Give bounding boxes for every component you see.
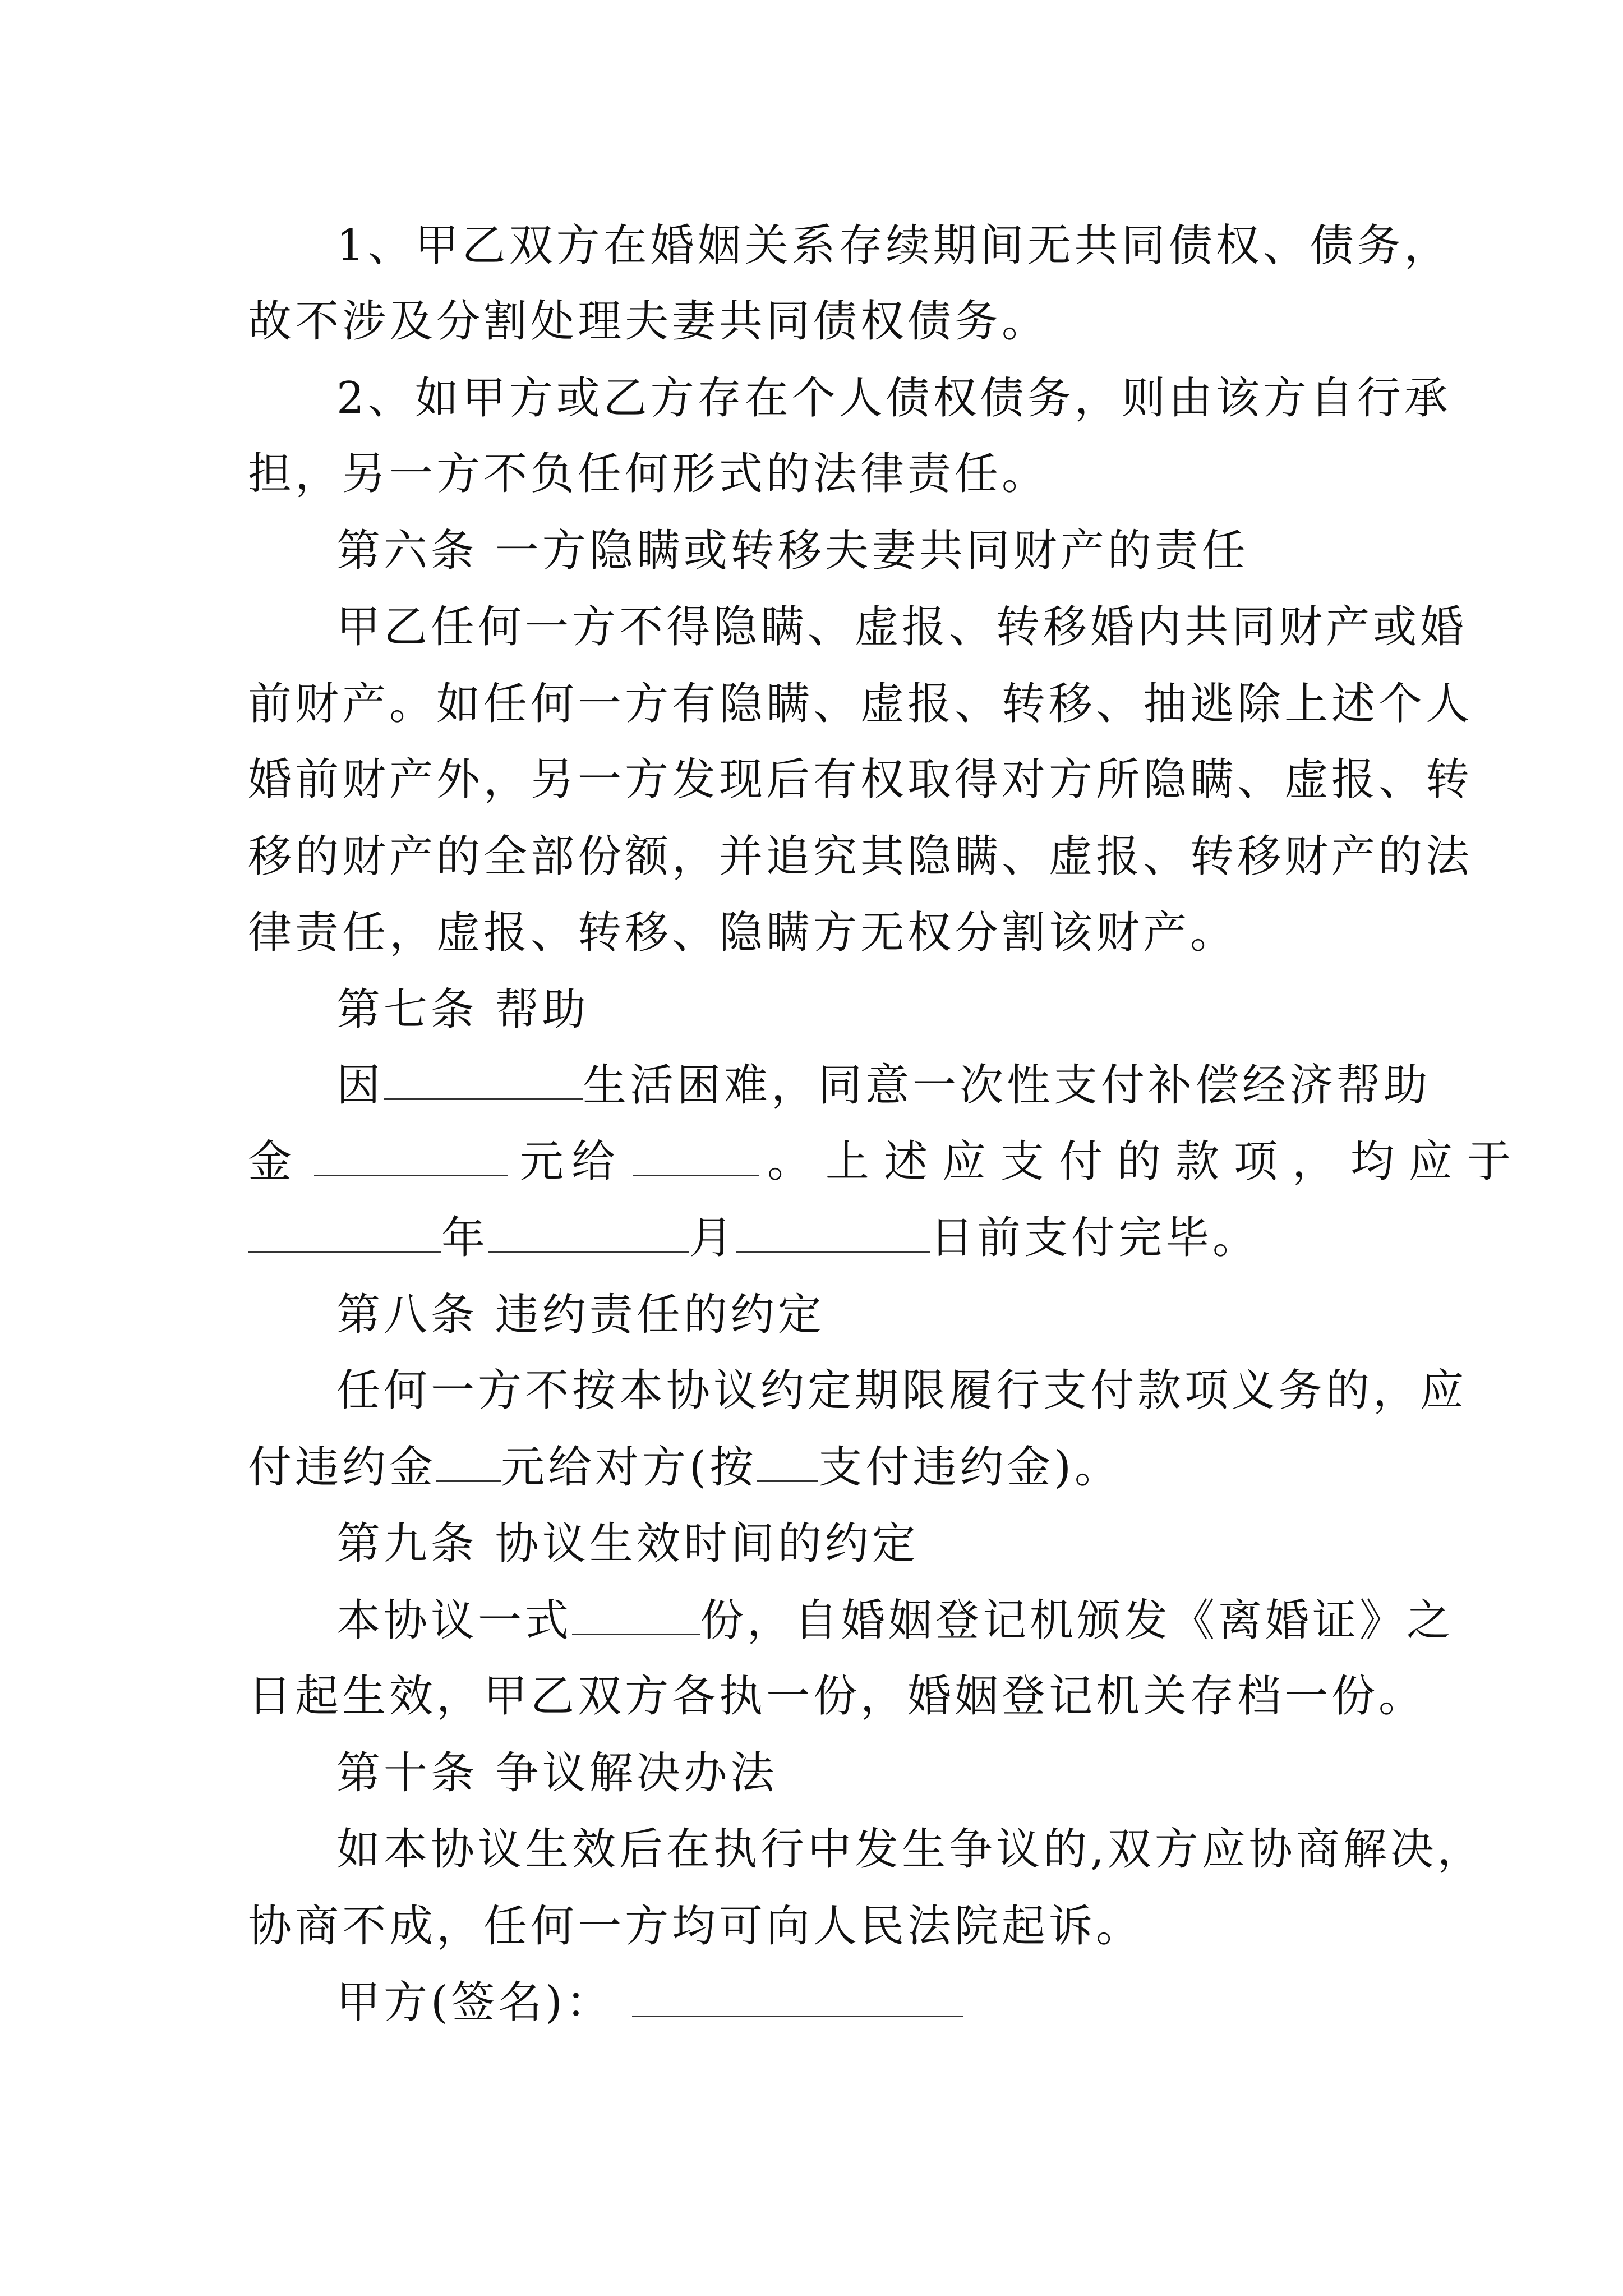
payee-blank[interactable] — [633, 1135, 759, 1176]
article-9-l1-suffix: 份，自婚姻登记机颁发《离婚证》之 — [700, 1595, 1454, 1646]
article-10-line-2: 协商不成，任何一方均可向人民法院起诉。 — [248, 1901, 1144, 1952]
debt-item-1-line-1: 1、甲乙双方在婚姻关系存续期间无共同债权、债务， — [336, 220, 1451, 271]
article-8-l2-prefix: 付违约金 — [248, 1442, 437, 1493]
signature-blank[interactable] — [632, 1976, 963, 2017]
year-blank[interactable] — [248, 1212, 441, 1253]
article-7-heading: 第七条 帮助 — [336, 984, 589, 1035]
recipient-blank[interactable] — [384, 1059, 583, 1100]
article-9-line-1 — [336, 1593, 1454, 1649]
article-8-line-1: 任何一方不按本协议约定期限履行支付款项义务的，应 — [336, 1365, 1468, 1416]
debt-item-2-line-1: 2、如甲方或乙方存在个人债权债务，则由该方自行承 — [336, 373, 1451, 424]
signature-line — [336, 1975, 963, 2031]
year-label: 年 — [441, 1213, 489, 1263]
day-blank[interactable] — [736, 1212, 930, 1253]
article-6-heading: 第六条 一方隐瞒或转移夫妻共同财产的责任 — [336, 526, 1249, 576]
article-10-heading: 第十条 争议解决办法 — [336, 1748, 778, 1798]
article-7-l2-mid: 元给 — [520, 1137, 624, 1187]
debt-item-1-line-2: 故不涉及分割处理夫妻共同债权债务。 — [248, 296, 1049, 347]
month-label: 月 — [689, 1213, 737, 1263]
article-6-line-5: 律责任，虚报、转移、隐瞒方无权分割该财产。 — [248, 908, 1238, 958]
article-6-line-2: 前财产。如任何一方有隐瞒、虚报、转移、抽逃除上述个人 — [248, 679, 1473, 729]
article-7-l3-suffix: 日前支付完毕。 — [930, 1213, 1260, 1263]
debt-item-2-line-2: 担，另一方不负任何形式的法律责任。 — [248, 449, 1049, 499]
article-8-l2-mid: 元给对方(按 — [501, 1442, 757, 1493]
signature-label: 甲方(签名)： — [336, 1977, 613, 2028]
article-7-l2-suffix: 。上述应支付的款项，均应于 — [767, 1137, 1526, 1187]
article-8-heading: 第八条 违约责任的约定 — [336, 1290, 825, 1340]
article-6-line-3: 婚前财产外，另一方发现后有权取得对方所隐瞒、虚报、转 — [248, 754, 1473, 805]
article-9-line-2: 日起生效，甲乙双方各执一份，婚姻登记机关存档一份。 — [248, 1671, 1426, 1722]
article-9-heading: 第九条 协议生效时间的约定 — [336, 1519, 919, 1569]
article-7-line-3 — [248, 1210, 1260, 1266]
article-8-line-2 — [248, 1439, 1122, 1496]
copies-blank[interactable] — [572, 1594, 700, 1635]
article-9-l1-prefix: 本协议一式 — [336, 1595, 573, 1646]
article-7-l1-prefix: 因 — [336, 1060, 384, 1111]
article-6-line-1: 甲乙任何一方不得隐瞒、虚报、转移婚内共同财产或婚 — [336, 602, 1468, 652]
article-7-line-1 — [336, 1057, 1431, 1114]
penalty-amount-blank[interactable] — [436, 1441, 501, 1482]
amount-blank[interactable] — [314, 1135, 508, 1176]
article-10-line-1: 如本协议生效后在执行中发生争议的,双方应协商解决， — [336, 1824, 1484, 1875]
article-6-line-4: 移的财产的全部份额，并追究其隐瞒、虚报、转移财产的法 — [248, 831, 1473, 882]
article-7-l1-suffix: 生活困难，同意一次性支付补偿经济帮助 — [583, 1060, 1431, 1111]
month-blank[interactable] — [488, 1212, 689, 1253]
penalty-basis-blank[interactable] — [757, 1441, 818, 1482]
article-7-line-2 — [248, 1134, 1525, 1190]
article-8-l2-suffix: 支付违约金)。 — [818, 1442, 1122, 1493]
article-7-l2-prefix: 金 — [248, 1137, 300, 1187]
